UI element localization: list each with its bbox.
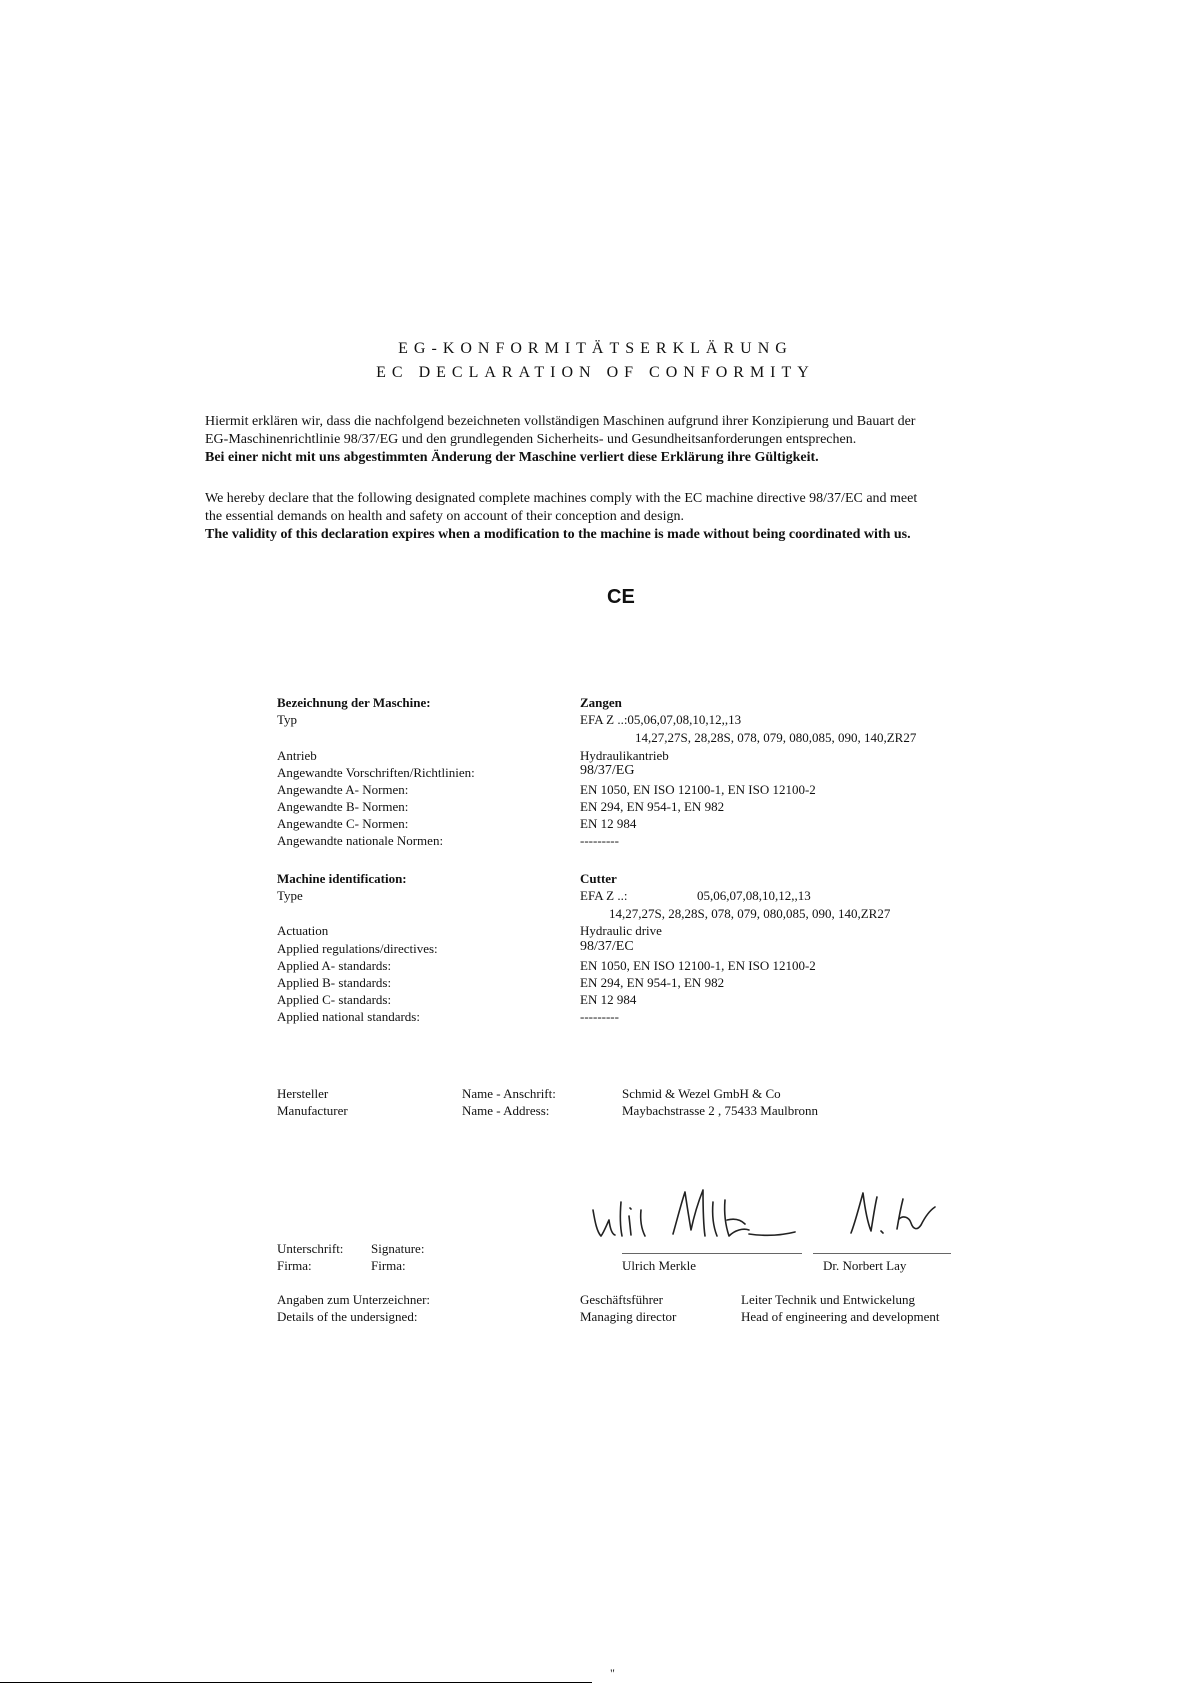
intro-en-validity: The validity of this declaration expires when a modification to the machine is made without being coordinated with us. [205,527,911,542]
de-nat-label: Angewandte nationale Normen: [277,833,444,848]
de-type-label: Typ [277,712,298,727]
details-label-de: Angaben zum Unterzeichner: [277,1292,431,1307]
en-type-value-b: 05,06,07,08,10,12,,13 [697,888,811,903]
ce-mark: CE [607,586,635,608]
en-nat-label: Applied national standards: [277,1009,420,1024]
role-2-en: Head of engineering and development [741,1309,940,1324]
de-c-label: Angewandte C- Normen: [277,816,409,831]
de-nat-value: --------- [580,833,619,848]
signature-line-2 [813,1253,951,1254]
intro-de-line-1: Hiermit erklären wir, dass die nachfolgend bezeichneten vollständigen Maschinen aufgrund ihrer Konzipierung und Bauart der [205,414,916,429]
de-b-label: Angewandte B- Normen: [277,799,409,814]
de-regs-label: Angewandte Vorschriften/Richtlinien: [277,765,475,780]
en-type-value-2: 14,27,27S, 28,28S, 078, 079, 080,085, 090, 140,ZR27 [609,906,891,921]
firma-label-2: Firma: [371,1258,406,1273]
en-drive-label: Actuation [277,923,329,938]
en-heading-label: Machine identification: [277,871,407,886]
role-1-en: Managing director [580,1309,677,1324]
firma-label-1: Firma: [277,1258,312,1273]
de-heading-label: Bezeichnung der Maschine: [277,695,431,710]
de-b-value: EN 294, EN 954-1, EN 982 [580,799,725,814]
manufacturer-name-label-en: Name - Address: [462,1103,550,1118]
en-c-label: Applied C- standards: [277,992,392,1007]
manufacturer-name-label-de: Name - Anschrift: [462,1086,556,1101]
en-regs-value: 98/37/EC [580,939,634,954]
en-c-value: EN 12 984 [580,992,637,1007]
manufacturer-label-en: Manufacturer [277,1103,348,1118]
de-drive-label: Antrieb [277,748,317,763]
details-label-en: Details of the undersigned: [277,1309,418,1324]
role-2-de: Leiter Technik und Entwickelung [741,1292,915,1307]
role-1-de: Geschäftsführer [580,1292,664,1307]
signature-label-en: Signature: [371,1241,425,1256]
en-a-value: EN 1050, EN ISO 12100-1, EN ISO 12100-2 [580,958,816,973]
title-german: EG-KONFORMITÄTSERKLÄRUNG [398,340,793,357]
intro-de-line-2: EG-Maschinenrichtlinie 98/37/EG und den grundlegenden Sicherheits- und Gesundheitsanforderungen entsprechen. [205,432,857,447]
en-type-label: Type [277,888,303,903]
de-heading-value: Zangen [580,695,622,710]
intro-en-line-1: We hereby declare that the following designated complete machines comply with the EC machine directive 98/37/EC and meet [205,491,918,506]
signature-norbert-lay [845,1185,955,1245]
de-a-label: Angewandte A- Normen: [277,782,409,797]
title-english: EC DECLARATION OF CONFORMITY [376,364,815,381]
en-b-label: Applied B- standards: [277,975,392,990]
footer-mark: " [610,1666,615,1680]
en-nat-value: --------- [580,1009,619,1024]
manufacturer-name: Schmid & Wezel GmbH & Co [622,1086,781,1101]
en-type-value: EFA Z ..: [580,888,628,903]
en-regs-label: Applied regulations/directives: [277,941,438,956]
signer-2-name: Dr. Norbert Lay [823,1258,907,1273]
en-drive-value: Hydraulic drive [580,923,662,938]
de-a-value: EN 1050, EN ISO 12100-1, EN ISO 12100-2 [580,782,816,797]
intro-en-line-2: the essential demands on health and safety on account of their conception and design. [205,509,684,524]
en-heading-value: Cutter [580,871,617,886]
de-type-value: EFA Z ..:05,06,07,08,10,12,,13 [580,712,742,727]
de-c-value: EN 12 984 [580,816,637,831]
manufacturer-address: Maybachstrasse 2 , 75433 Maulbronn [622,1103,819,1118]
intro-de-validity: Bei einer nicht mit uns abgestimmten Änderung der Maschine verliert diese Erklärung ihre Gültigkeit. [205,450,819,465]
footer-rule [0,1682,592,1683]
en-b-value: EN 294, EN 954-1, EN 982 [580,975,725,990]
signature-label-de: Unterschrift: [277,1241,344,1256]
signature-line-1 [622,1253,802,1254]
de-type-value-2: 14,27,27S, 28,28S, 078, 079, 080,085, 090, 140,ZR27 [635,730,917,745]
manufacturer-label-de: Hersteller [277,1086,329,1101]
de-regs-value: 98/37/EG [580,763,635,778]
signature-ulrich-merkle [585,1180,815,1250]
signer-1-name: Ulrich Merkle [622,1258,697,1273]
de-drive-value: Hydraulikantrieb [580,748,669,763]
en-a-label: Applied A- standards: [277,958,392,973]
